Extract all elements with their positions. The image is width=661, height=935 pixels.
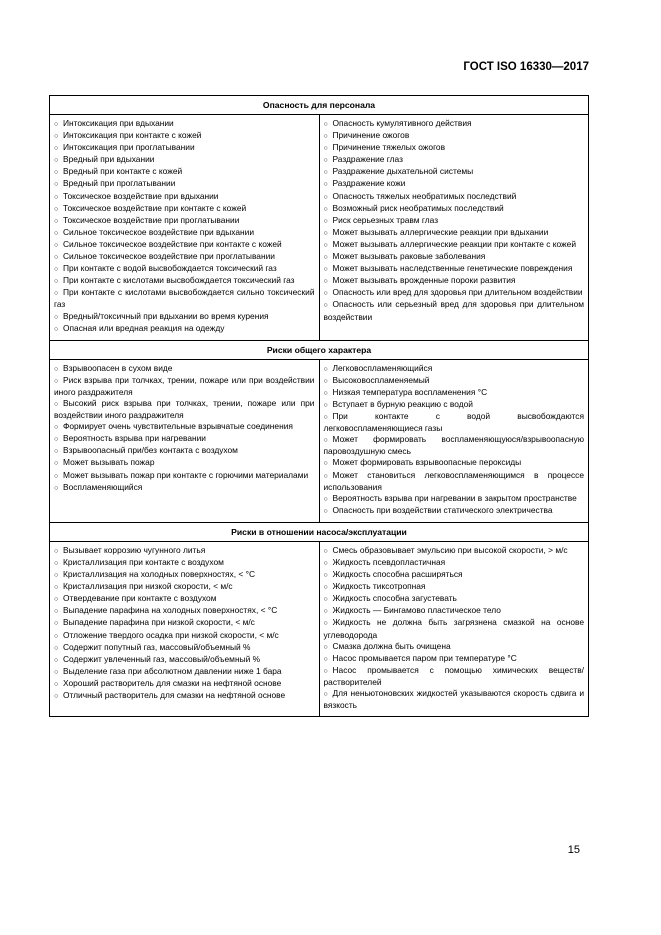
item-text: Жидкость способна расширяться bbox=[332, 569, 463, 580]
item-text: Причинение тяжелых ожогов bbox=[332, 142, 446, 153]
item-text: Токсическое воздействие при вдыхании bbox=[63, 190, 219, 201]
item-text: Токсическое воздействие при проглатывании bbox=[63, 214, 240, 225]
list-item bbox=[324, 470, 585, 493]
list-item bbox=[324, 227, 585, 239]
item-text: Отвердевание при контакте с воздухом bbox=[63, 593, 217, 604]
list-item bbox=[324, 142, 585, 154]
item-text: Вероятность взрыва при нагревании bbox=[63, 433, 206, 444]
item-text: Вероятность взрыва при нагревании в закрытом пространстве bbox=[332, 492, 577, 503]
list-item bbox=[54, 375, 315, 398]
list-item bbox=[324, 275, 585, 287]
item-text: Раздражение глаз bbox=[332, 154, 403, 165]
section-column-left bbox=[50, 359, 320, 522]
item-text: Легковоспламеняющийся bbox=[332, 362, 433, 373]
list-item bbox=[324, 299, 585, 322]
bullet-circle-icon: ○ bbox=[323, 437, 328, 445]
list-item bbox=[324, 457, 585, 469]
bullet-circle-icon: ○ bbox=[54, 656, 59, 664]
list-item bbox=[324, 154, 585, 166]
item-text: Может вызывать врожденные пороки развития bbox=[332, 275, 516, 286]
item-text: Кристаллизация при контакте с воздухом bbox=[63, 557, 224, 567]
bullet-circle-icon: ○ bbox=[54, 424, 59, 432]
bullet-circle-icon: ○ bbox=[54, 365, 59, 373]
item-text: Опасность или вред для здоровья при длительном воздействии bbox=[332, 287, 583, 298]
item-list bbox=[324, 363, 585, 517]
list-item bbox=[54, 421, 315, 433]
item-text: Сильное токсическое воздействие при проглатывании bbox=[63, 251, 275, 262]
list-item bbox=[324, 593, 585, 605]
item-text: Смазка должна быть очищена bbox=[332, 640, 451, 651]
list-item bbox=[54, 457, 315, 469]
bullet-circle-icon: ○ bbox=[54, 133, 59, 141]
list-item bbox=[54, 154, 315, 166]
bullet-circle-icon: ○ bbox=[54, 217, 59, 225]
item-text: Жидкость — Бингамово пластическое тело bbox=[332, 605, 501, 616]
bullet-circle-icon: ○ bbox=[54, 205, 59, 213]
item-text: Выделение газа при абсолютном давлении ниже 1 бара bbox=[63, 665, 282, 676]
list-item bbox=[54, 323, 315, 335]
list-item bbox=[324, 263, 585, 275]
item-list bbox=[324, 118, 585, 323]
section-body-row bbox=[50, 541, 589, 716]
bullet-circle-icon: ○ bbox=[54, 547, 59, 555]
list-item bbox=[54, 227, 315, 239]
item-text: Интоксикация при проглатывании bbox=[63, 142, 195, 153]
list-item bbox=[54, 239, 315, 251]
item-text: Может вызывать пожар при контакте с горючими материалами bbox=[63, 469, 309, 480]
bullet-circle-icon: ○ bbox=[54, 632, 59, 640]
list-item bbox=[324, 493, 585, 505]
bullet-circle-icon: ○ bbox=[54, 400, 59, 408]
list-item bbox=[324, 363, 585, 375]
item-list bbox=[54, 363, 315, 494]
bullet-circle-icon: ○ bbox=[54, 290, 59, 298]
list-item bbox=[54, 445, 315, 457]
list-item bbox=[324, 399, 585, 411]
bullet-circle-icon: ○ bbox=[323, 302, 328, 310]
item-text: При контакте с кислотами высвобождается токсический газ bbox=[63, 275, 295, 286]
bullet-circle-icon: ○ bbox=[323, 460, 328, 468]
bullet-circle-icon: ○ bbox=[54, 460, 59, 468]
item-text: Опасность кумулятивного действия bbox=[332, 118, 472, 128]
hazard-table bbox=[49, 95, 589, 717]
item-text: Хороший растворитель для смазки на нефтяной основе bbox=[63, 677, 282, 688]
bullet-circle-icon: ○ bbox=[323, 572, 328, 580]
list-item bbox=[324, 251, 585, 263]
bullet-circle-icon: ○ bbox=[54, 325, 59, 333]
list-item bbox=[324, 605, 585, 617]
list-item bbox=[324, 287, 585, 299]
item-text: Опасность или серьезный вред для здоровья при длительном воздействии bbox=[323, 299, 584, 322]
item-text: Риск взрыва при толчках, трении, пожаре или при воздействии иного раздражителя bbox=[54, 374, 315, 397]
bullet-circle-icon: ○ bbox=[54, 484, 59, 492]
bullet-circle-icon: ○ bbox=[54, 157, 59, 165]
item-text: Риск серьезных травм глаз bbox=[332, 214, 439, 225]
list-item bbox=[324, 641, 585, 653]
bullet-circle-icon: ○ bbox=[54, 668, 59, 676]
section-body-row bbox=[50, 115, 589, 341]
bullet-circle-icon: ○ bbox=[54, 584, 59, 592]
bullet-circle-icon: ○ bbox=[323, 217, 328, 225]
item-list bbox=[54, 118, 315, 335]
item-text: Выпадение парафина при низкой скорости, < м/с bbox=[63, 617, 255, 628]
list-item bbox=[54, 311, 315, 323]
list-item bbox=[54, 630, 315, 642]
list-item bbox=[54, 690, 315, 702]
section-title: Риски в отношении насоса/эксплуатации bbox=[50, 522, 589, 541]
bullet-circle-icon: ○ bbox=[54, 313, 59, 321]
list-item bbox=[324, 581, 585, 593]
section-column-right bbox=[319, 359, 589, 522]
list-item bbox=[54, 545, 315, 557]
list-item bbox=[324, 545, 585, 557]
list-item bbox=[324, 411, 585, 434]
bullet-circle-icon: ○ bbox=[323, 547, 328, 555]
list-item bbox=[54, 605, 315, 617]
bullet-circle-icon: ○ bbox=[323, 278, 328, 286]
item-text: Сильное токсическое воздействие при вдыхании bbox=[63, 226, 255, 237]
item-text: Токсическое воздействие при контакте с кожей bbox=[63, 202, 247, 213]
page-number: 15 bbox=[567, 844, 580, 856]
bullet-circle-icon: ○ bbox=[323, 620, 328, 628]
item-text: Взрывоопасный при/без контакта с воздухом bbox=[63, 445, 238, 456]
bullet-circle-icon: ○ bbox=[323, 377, 328, 385]
bullet-circle-icon: ○ bbox=[323, 169, 328, 177]
bullet-circle-icon: ○ bbox=[323, 401, 328, 409]
bullet-circle-icon: ○ bbox=[323, 414, 328, 422]
section-header-row bbox=[50, 96, 589, 115]
list-item bbox=[324, 178, 585, 190]
bullet-circle-icon: ○ bbox=[323, 181, 328, 189]
section-title: Опасность для персонала bbox=[50, 96, 589, 115]
item-text: Может вызывать пожар bbox=[63, 457, 155, 468]
section-title: Риски общего характера bbox=[50, 340, 589, 359]
bullet-circle-icon: ○ bbox=[54, 169, 59, 177]
item-text: Для неньютоновских жидкостей указываются скорость сдвига и вязкость bbox=[323, 688, 584, 711]
list-item bbox=[54, 166, 315, 178]
list-item bbox=[54, 666, 315, 678]
item-text: Кристаллизация на холодных поверхностях, < °C bbox=[63, 569, 256, 580]
list-item bbox=[54, 251, 315, 263]
bullet-circle-icon: ○ bbox=[323, 495, 328, 503]
bullet-circle-icon: ○ bbox=[323, 667, 328, 675]
item-text: Вызывает коррозию чугунного литья bbox=[63, 544, 206, 555]
item-text: Возможный риск необратимых последствий bbox=[332, 202, 504, 213]
section-body-row bbox=[50, 359, 589, 522]
bullet-circle-icon: ○ bbox=[54, 145, 59, 153]
item-text: Может вызывать наследственные генетические повреждения bbox=[332, 263, 573, 274]
section-header-row bbox=[50, 522, 589, 541]
bullet-circle-icon: ○ bbox=[323, 254, 328, 262]
list-item bbox=[54, 617, 315, 629]
bullet-circle-icon: ○ bbox=[323, 584, 328, 592]
list-item bbox=[324, 215, 585, 227]
list-item bbox=[54, 363, 315, 375]
item-text: Может вызывать раковые заболевания bbox=[332, 251, 486, 262]
item-text: Может формировать воспламеняющуюся/взрывоопасную паровоздушную смесь bbox=[323, 434, 584, 457]
bullet-circle-icon: ○ bbox=[323, 205, 328, 213]
bullet-circle-icon: ○ bbox=[54, 193, 59, 201]
list-item bbox=[324, 434, 585, 457]
bullet-circle-icon: ○ bbox=[54, 680, 59, 688]
bullet-circle-icon: ○ bbox=[54, 448, 59, 456]
item-text: Раздражение кожи bbox=[332, 178, 406, 189]
list-item bbox=[54, 203, 315, 215]
section-column-right bbox=[319, 115, 589, 341]
list-item bbox=[324, 569, 585, 581]
bullet-circle-icon: ○ bbox=[54, 560, 59, 567]
bullet-circle-icon: ○ bbox=[54, 229, 59, 237]
item-text: Может вызывать аллергические реакции при вдыхании bbox=[332, 226, 549, 237]
bullet-circle-icon: ○ bbox=[54, 266, 59, 274]
item-text: Причинение ожогов bbox=[332, 130, 410, 141]
item-text: Жидкость способна загустевать bbox=[332, 593, 457, 604]
bullet-circle-icon: ○ bbox=[323, 229, 328, 237]
item-text: Насос промывается с помощью химических веществ/растворителей bbox=[323, 664, 584, 687]
list-item bbox=[324, 505, 585, 517]
item-text: При контакте с водой высвобождаются легковоспламеняющиеся газы bbox=[323, 411, 584, 434]
bullet-circle-icon: ○ bbox=[323, 596, 328, 604]
item-text: Вредный при вдыхании bbox=[63, 154, 155, 165]
list-item bbox=[54, 398, 315, 421]
list-item bbox=[324, 191, 585, 203]
bullet-circle-icon: ○ bbox=[323, 266, 328, 274]
bullet-circle-icon: ○ bbox=[323, 389, 328, 397]
list-item bbox=[54, 557, 315, 569]
list-item bbox=[54, 470, 315, 482]
bullet-circle-icon: ○ bbox=[323, 507, 328, 515]
bullet-circle-icon: ○ bbox=[54, 241, 59, 249]
list-item bbox=[324, 203, 585, 215]
list-item bbox=[324, 688, 585, 711]
list-item bbox=[324, 118, 585, 130]
bullet-circle-icon: ○ bbox=[323, 643, 328, 651]
bullet-circle-icon: ○ bbox=[54, 278, 59, 286]
item-text: При контакте с кислотами высвобождается сильно токсический газ bbox=[54, 287, 315, 310]
list-item bbox=[324, 130, 585, 142]
item-list bbox=[324, 545, 585, 711]
list-item bbox=[54, 569, 315, 581]
item-text: Интоксикация при контакте с кожей bbox=[63, 130, 202, 141]
item-text: Может формировать взрывоопасные пероксиды bbox=[332, 457, 522, 468]
item-text: Интоксикация при вдыхании bbox=[63, 118, 174, 128]
list-item bbox=[54, 433, 315, 445]
item-text: Содержит попутный газ, массовый/объемный % bbox=[63, 641, 251, 652]
bullet-circle-icon: ○ bbox=[54, 377, 59, 385]
list-item bbox=[54, 275, 315, 287]
list-item bbox=[54, 482, 315, 494]
bullet-circle-icon: ○ bbox=[323, 608, 328, 616]
list-item bbox=[54, 678, 315, 690]
document-header: ГОСТ ISO 16330—2017 bbox=[463, 61, 589, 73]
item-text: Жидкость псевдопластичная bbox=[332, 557, 446, 567]
list-item bbox=[54, 287, 315, 310]
list-item bbox=[54, 215, 315, 227]
bullet-circle-icon: ○ bbox=[323, 133, 328, 141]
list-item bbox=[54, 642, 315, 654]
list-item bbox=[324, 665, 585, 688]
item-text: Воспламеняющийся bbox=[63, 481, 143, 492]
item-text: Вредный при контакте с кожей bbox=[63, 166, 183, 177]
item-text: Вступает в бурную реакцию с водой bbox=[332, 398, 473, 409]
section-column-right bbox=[319, 541, 589, 716]
bullet-circle-icon: ○ bbox=[54, 121, 59, 128]
item-text: Может вызывать аллергические реакции при контакте с кожей bbox=[332, 238, 576, 249]
item-text: Отличный растворитель для смазки на нефтяной основе bbox=[63, 690, 286, 701]
list-item bbox=[54, 191, 315, 203]
item-text: Может становиться легковоспламеняющимся в процессе использования bbox=[323, 469, 584, 492]
item-text: Раздражение дыхательной системы bbox=[332, 166, 474, 177]
item-text: Опасность при воздействии статического электричества bbox=[332, 504, 553, 515]
bullet-circle-icon: ○ bbox=[323, 655, 328, 663]
bullet-circle-icon: ○ bbox=[54, 436, 59, 444]
list-item bbox=[324, 653, 585, 665]
item-text: Вредный/токсичный при вдыхании во время курения bbox=[63, 310, 269, 321]
item-text: Отложение твердого осадка при низкой скорости, < м/с bbox=[63, 629, 279, 640]
section-column-left bbox=[50, 115, 320, 341]
item-text: Выпадение парафина на холодных поверхностях, < °C bbox=[63, 605, 278, 616]
item-text: Жидкость не должна быть загрязнена смазкой на основе углеводорода bbox=[323, 617, 584, 640]
section-column-left bbox=[50, 541, 320, 716]
list-item bbox=[324, 166, 585, 178]
list-item bbox=[324, 617, 585, 640]
item-text: Низкая температура воспламенения °C bbox=[332, 386, 488, 397]
item-text: Опасность тяжелых необратимых последствий bbox=[332, 190, 517, 201]
bullet-circle-icon: ○ bbox=[54, 254, 59, 262]
list-item bbox=[54, 142, 315, 154]
bullet-circle-icon: ○ bbox=[54, 572, 59, 580]
list-item bbox=[324, 387, 585, 399]
bullet-circle-icon: ○ bbox=[323, 365, 328, 373]
bullet-circle-icon: ○ bbox=[54, 620, 59, 628]
item-list bbox=[54, 545, 315, 702]
list-item bbox=[54, 263, 315, 275]
bullet-circle-icon: ○ bbox=[323, 290, 328, 298]
list-item bbox=[54, 178, 315, 190]
list-item bbox=[54, 130, 315, 142]
bullet-circle-icon: ○ bbox=[54, 608, 59, 616]
bullet-circle-icon: ○ bbox=[323, 157, 328, 165]
item-text: Смесь образовывает эмульсию при высокой скорости, > м/с bbox=[332, 544, 568, 555]
item-text: При контакте с водой высвобождается токсический газ bbox=[63, 263, 277, 274]
item-text: Высокий риск взрыва при толчках, трении, пожаре или при воздействии иного раздражителя bbox=[54, 397, 315, 421]
bullet-circle-icon: ○ bbox=[54, 693, 59, 701]
list-item bbox=[324, 375, 585, 387]
item-text: Вредный при проглатывании bbox=[63, 178, 176, 189]
bullet-circle-icon: ○ bbox=[323, 241, 328, 249]
item-text: Содержит увлеченный газ, массовый/объемный % bbox=[63, 653, 261, 664]
list-item bbox=[54, 581, 315, 593]
item-text: Жидкость тиксотропная bbox=[332, 581, 426, 592]
bullet-circle-icon: ○ bbox=[54, 181, 59, 189]
list-item bbox=[324, 239, 585, 251]
list-item bbox=[324, 557, 585, 569]
item-text: Формирует очень чувствительные взрывчатые соединения bbox=[63, 421, 293, 432]
bullet-circle-icon: ○ bbox=[323, 691, 328, 699]
item-text: Опасная или вредная реакция на одежду bbox=[63, 322, 225, 333]
bullet-circle-icon: ○ bbox=[323, 193, 328, 201]
item-text: Кристаллизация при низкой скорости, < м/с bbox=[63, 581, 233, 592]
bullet-circle-icon: ○ bbox=[54, 596, 59, 604]
bullet-circle-icon: ○ bbox=[323, 121, 328, 128]
list-item bbox=[54, 654, 315, 666]
item-text: Сильное токсическое воздействие при контакте с кожей bbox=[63, 238, 282, 249]
list-item bbox=[54, 118, 315, 130]
section-header-row bbox=[50, 340, 589, 359]
item-text: Высоковоспламеняемый bbox=[332, 374, 430, 385]
item-text: Взрывоопасен в сухом виде bbox=[63, 362, 173, 373]
bullet-circle-icon: ○ bbox=[54, 472, 59, 480]
bullet-circle-icon: ○ bbox=[323, 145, 328, 153]
list-item bbox=[54, 593, 315, 605]
bullet-circle-icon: ○ bbox=[54, 644, 59, 652]
bullet-circle-icon: ○ bbox=[323, 472, 328, 480]
bullet-circle-icon: ○ bbox=[323, 560, 328, 567]
item-text: Насос промывается паром при температуре °C bbox=[332, 652, 517, 663]
